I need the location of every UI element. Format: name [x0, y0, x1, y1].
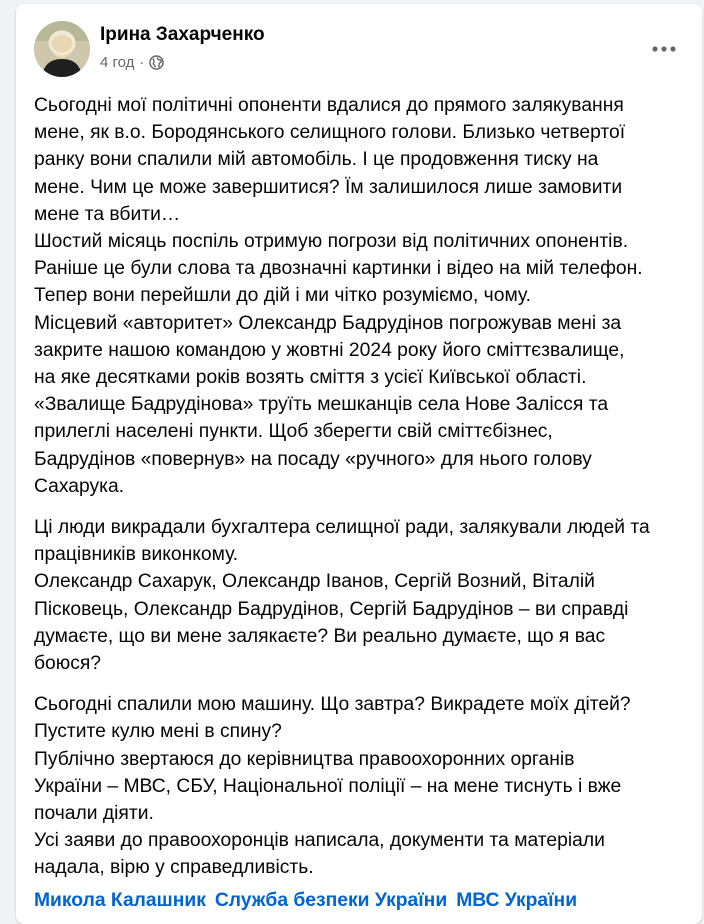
post-text-line: «Звалище Бадрудінова» труїть мешканців села Нове Залісся та [34, 394, 609, 416]
post-text-line: Сьогодні мої політичні опоненти вдалися до прямого залякування [34, 95, 624, 116]
post-header [34, 21, 686, 81]
post-card [16, 4, 702, 924]
post-meta [100, 54, 164, 71]
post-text-line: на яке десятками років возять сміття з усієї Київської області. [34, 367, 587, 389]
post-text-line: боюся? [34, 653, 102, 675]
post-paragraph [34, 691, 694, 881]
post-text-line: Пісковець, Олександр Бадрудінов, Сергій Бадрудінов – ви справді [34, 598, 629, 620]
post-text-line: Тепер вони перейшли до дій і ми чітко розуміємо, чому. [34, 285, 531, 307]
post-text-line: надала, вірю у справедливість. [34, 857, 314, 879]
post-text-line: працівників виконкому. [34, 544, 239, 566]
post-body [34, 92, 694, 896]
post-text-line: почали діяти. [34, 803, 154, 825]
post-tags [34, 890, 586, 912]
globe-icon[interactable] [149, 55, 164, 70]
post-text-line: Шостий місяць поспіль отримую погрози від політичних опонентів. [34, 231, 629, 253]
post-text-line: Олександр Сахарук, Олександр Іванов, Сергій Возний, Віталій [34, 571, 595, 593]
post-timestamp[interactable]: 4 год [100, 54, 135, 71]
post-text-line: Сахарука. [34, 475, 125, 497]
post-text-line: Ці люди викрадали бухгалтера селищної ради, залякували людей та [34, 517, 650, 539]
tag-link[interactable]: МВС України [456, 890, 578, 911]
meta-separator: · [139, 54, 145, 71]
post-text-line: Пустите кулю мені в спину? [34, 721, 282, 743]
post-paragraph [34, 514, 694, 677]
post-text-line: Усі заяви до правоохоронців написала, документи та матеріали [34, 830, 605, 852]
post-text-line: Публічно звертаюся до керівництва правоохоронних органів [34, 748, 575, 770]
author-name[interactable]: Ірина Захарченко [100, 24, 265, 45]
post-text-line: закрите нашою командою у жовтні 2024 року його сміттєзвалище, [34, 339, 625, 361]
post-text-line: думаєте, що ви мене залякаєте? Ви реально думаєте, що я вас [34, 625, 606, 647]
more-dots-icon[interactable] [646, 39, 682, 59]
post-text-line: України – МВС, СБУ, Національної поліції – на мене тиснуть і вже [34, 775, 622, 797]
tag-link[interactable]: Микола Калашник [34, 890, 206, 911]
post-text-line: прилеглі населені пункти. Щоб зберегти свій сміттєбізнес, [34, 421, 553, 443]
post-text-line: мене, як в.о. Бородянського селищного голови. Близько четвертої [34, 122, 626, 144]
post-text-line: Сьогодні спалили мою машину. Що завтра? Викрадете моїх дітей? [34, 694, 631, 716]
post-paragraph [34, 92, 694, 500]
post-text-line: Місцевий «авторитет» Олександр Бадрудінов погрожував мені за [34, 312, 622, 334]
tag-link[interactable]: Служба безпеки України [214, 890, 448, 911]
post-text-line: Бадрудінов «повернув» на посаду «ручного» для нього голову [34, 448, 592, 470]
post-text-line: мене та вбити… [34, 203, 181, 225]
post-text-line: Раніше це були слова та двозначні картинки і відео на мій телефон. [34, 258, 643, 280]
author-avatar[interactable] [34, 21, 90, 77]
post-text-line: ранку вони спалили мій автомобіль. І це продовження тиску на [34, 149, 599, 171]
post-text-line: мене. Чим це може завершитися? Їм залишилося лише замовити [34, 176, 623, 198]
